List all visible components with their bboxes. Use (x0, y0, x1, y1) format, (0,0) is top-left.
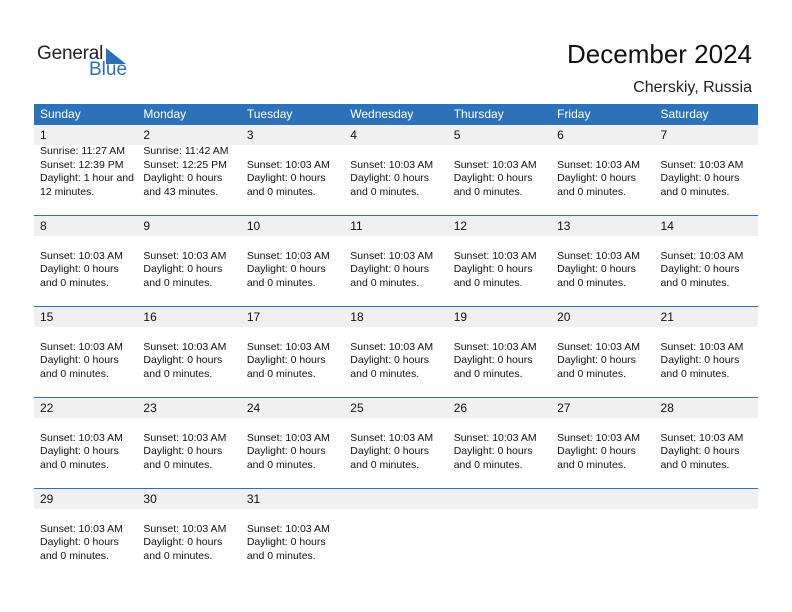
day-sun-info (557, 418, 654, 472)
sun-info-line (143, 236, 240, 250)
week-row (34, 397, 758, 488)
day-number: 23 (143, 401, 157, 415)
sun-info-line: Sunset: 10:03 AM (557, 158, 640, 171)
sun-info-line: Sunset: 10:03 AM (453, 340, 537, 353)
sun-info-line: and 0 minutes. (246, 276, 316, 289)
sun-info-line: Sunset: 12:39 PM (40, 158, 124, 171)
sun-info-line: Sunset: 10:03 AM (40, 522, 123, 535)
day-sun-info (661, 418, 758, 472)
day-number: 19 (453, 310, 468, 324)
sun-info-line: Daylight: 0 hours (453, 445, 533, 457)
sun-info-line: and 0 minutes. (660, 276, 730, 289)
day-number: 7 (660, 128, 668, 142)
sun-info-line: Sunset: 10:03 AM (143, 249, 227, 262)
day-cell (448, 489, 551, 579)
weekday-header-thursday: Thursday (453, 107, 504, 121)
sun-info-line: Daylight: 0 hours (557, 172, 636, 184)
sun-info-line: Daylight: 0 hours (40, 445, 119, 457)
day-sun-info (454, 418, 551, 472)
day-sun-info (350, 327, 447, 381)
sun-info-line: Daylight: 0 hours (246, 172, 326, 184)
day-sun-info (350, 236, 447, 290)
day-number: 30 (143, 492, 157, 506)
day-cell (344, 216, 447, 306)
day-sun-info (143, 236, 240, 290)
week-row (34, 125, 758, 215)
day-cell (448, 398, 551, 488)
sun-info-line: and 0 minutes. (246, 185, 316, 198)
day-sun-info (247, 236, 344, 290)
sun-info-line: Sunset: 10:03 AM (660, 431, 744, 444)
day-number: 11 (350, 219, 363, 233)
sun-info-line: Sunset: 12:25 PM (143, 158, 227, 171)
sun-info-line: Daylight: 0 hours (246, 354, 326, 366)
sun-info-line (350, 145, 447, 159)
day-number: 8 (40, 219, 47, 233)
sun-info-line: Sunset: 10:03 AM (246, 340, 330, 353)
day-number: 17 (246, 310, 261, 324)
sun-info-line (454, 145, 551, 159)
day-number: 28 (660, 401, 674, 415)
sun-info-line: Daylight: 0 hours (246, 536, 326, 548)
weekday-header-wednesday: Wednesday (350, 107, 414, 121)
day-number: 13 (557, 219, 571, 233)
day-cell (241, 489, 344, 579)
calendar-grid (34, 104, 758, 579)
sun-info-line: and 0 minutes. (660, 458, 730, 471)
day-sun-info (40, 145, 137, 199)
day-cell (448, 307, 551, 397)
sun-info-line: 12 minutes. (40, 185, 95, 198)
day-sun-info (40, 418, 137, 472)
day-sun-info (247, 509, 344, 563)
day-sun-info (350, 418, 447, 472)
sun-info-line: Sunset: 10:03 AM (350, 158, 434, 171)
sun-info-line: Sunset: 10:03 AM (660, 158, 744, 171)
calendar-location: Cherskiy, Russia (633, 79, 752, 96)
week-row (34, 306, 758, 397)
day-number: 27 (557, 401, 571, 415)
day-sun-info (247, 327, 344, 381)
sun-info-line: Daylight: 0 hours (143, 445, 223, 457)
day-sun-info (661, 236, 758, 290)
sun-info-line (557, 145, 654, 159)
sun-info-line: Sunset: 10:03 AM (350, 340, 434, 353)
day-number: 4 (350, 128, 357, 142)
day-cell (448, 125, 551, 215)
day-cell (34, 489, 137, 579)
sun-info-line (247, 145, 344, 159)
sun-info-line (661, 418, 758, 432)
sun-info-line: and 0 minutes. (557, 367, 626, 380)
day-cell (137, 489, 240, 579)
day-sun-info (143, 327, 240, 381)
sun-info-line: Daylight: 0 hours (143, 263, 223, 275)
sun-info-line: and 0 minutes. (350, 458, 420, 471)
sun-info-line: and 0 minutes. (246, 367, 316, 380)
sun-info-line (40, 509, 137, 523)
sun-info-line: and 0 minutes. (40, 276, 109, 289)
day-cell (655, 216, 758, 306)
sun-info-line: Sunset: 10:03 AM (246, 522, 330, 535)
day-cell (655, 125, 758, 215)
day-sun-info (557, 145, 654, 199)
sun-info-line: Sunset: 10:03 AM (660, 249, 744, 262)
day-number (557, 489, 654, 509)
sun-info-line: Daylight: 0 hours (246, 263, 326, 275)
sun-info-line: and 0 minutes. (143, 549, 213, 562)
day-cell (34, 125, 137, 215)
sun-info-line: Daylight: 1 hour and (40, 172, 134, 184)
day-number: 12 (453, 219, 468, 233)
sun-info-line: and 0 minutes. (40, 458, 109, 471)
weekday-header-saturday: Saturday (660, 107, 709, 121)
sun-info-line (454, 418, 551, 432)
sun-info-line: Daylight: 0 hours (660, 263, 740, 275)
sun-info-line: and 0 minutes. (350, 367, 420, 380)
sun-info-line: Sunset: 10:03 AM (350, 249, 434, 262)
brand-general-text: General (37, 43, 104, 64)
sun-info-line: Daylight: 0 hours (40, 354, 119, 366)
sun-info-line (247, 509, 344, 523)
day-number (661, 489, 758, 509)
sun-info-line: Sunrise: 11:27 AM (40, 145, 126, 157)
day-cell (551, 398, 654, 488)
sun-info-line: Daylight: 0 hours (350, 354, 430, 366)
day-number: 16 (143, 310, 157, 324)
day-number: 26 (453, 401, 468, 415)
day-cell (655, 307, 758, 397)
day-cell (551, 489, 654, 579)
sun-info-line (143, 509, 240, 523)
sun-info-line (350, 418, 447, 432)
sun-info-line (454, 327, 551, 341)
sun-info-line: Daylight: 0 hours (40, 263, 119, 275)
day-sun-info (454, 327, 551, 381)
day-sun-info (40, 236, 137, 290)
sun-info-line: and 0 minutes. (453, 367, 523, 380)
day-cell (344, 125, 447, 215)
day-cell (137, 216, 240, 306)
day-number: 10 (246, 219, 261, 233)
day-number: 1 (40, 128, 47, 142)
day-sun-info (143, 145, 240, 199)
day-number: 14 (660, 219, 674, 233)
sun-info-line: Daylight: 0 hours (453, 172, 533, 184)
sun-info-line: Sunset: 10:03 AM (350, 431, 434, 444)
day-sun-info (40, 327, 137, 381)
day-sun-info (247, 418, 344, 472)
week-row (34, 488, 758, 579)
sun-info-line: and 0 minutes. (453, 276, 523, 289)
sun-info-line (454, 236, 551, 250)
sun-info-line: Daylight: 0 hours (557, 354, 636, 366)
sun-info-line: Sunset: 10:03 AM (246, 158, 330, 171)
day-number: 20 (557, 310, 571, 324)
day-number: 9 (143, 219, 151, 233)
sun-info-line (661, 327, 758, 341)
day-cell (34, 216, 137, 306)
day-number: 29 (40, 492, 54, 506)
day-sun-info (454, 145, 551, 199)
sun-info-line: Daylight: 0 hours (453, 263, 533, 275)
sun-info-line: Sunset: 10:03 AM (453, 249, 537, 262)
day-number: 5 (453, 128, 461, 142)
day-number: 15 (40, 310, 54, 324)
day-number: 18 (350, 310, 364, 324)
day-cell (241, 125, 344, 215)
sun-info-line: Daylight: 0 hours (246, 445, 326, 457)
sun-info-line: and 0 minutes. (143, 458, 213, 471)
day-cell (344, 489, 447, 579)
sun-info-line: and 0 minutes. (557, 276, 626, 289)
weekday-header-row (34, 104, 758, 125)
sun-info-line: Daylight: 0 hours (660, 172, 740, 184)
sun-info-line: Sunset: 10:03 AM (40, 431, 123, 444)
sun-info-line: and 0 minutes. (557, 458, 626, 471)
sun-info-line: Sunset: 10:03 AM (143, 431, 227, 444)
sun-info-line: Sunset: 10:03 AM (557, 431, 640, 444)
day-sun-info (350, 145, 447, 199)
sun-info-line: Sunset: 10:03 AM (557, 340, 640, 353)
sun-info-line: and 0 minutes. (660, 367, 730, 380)
sun-info-line: and 0 minutes. (246, 549, 316, 562)
day-sun-info (661, 327, 758, 381)
sun-info-line: and 0 minutes. (143, 276, 213, 289)
day-sun-info (454, 236, 551, 290)
day-sun-info (661, 145, 758, 199)
sun-info-line: Daylight: 0 hours (350, 263, 430, 275)
sun-info-line: Sunset: 10:03 AM (143, 522, 227, 535)
sun-info-line: Sunset: 10:03 AM (557, 249, 640, 262)
day-cell (551, 125, 654, 215)
day-number: 31 (246, 492, 261, 506)
sun-info-line: Sunset: 10:03 AM (246, 431, 330, 444)
day-number: 21 (660, 310, 674, 324)
sun-info-line (350, 327, 447, 341)
sun-info-line: and 0 minutes. (350, 276, 420, 289)
day-number (350, 489, 447, 509)
sun-info-line (40, 418, 137, 432)
sun-info-line (40, 236, 137, 250)
sun-info-line: Sunset: 10:03 AM (246, 249, 330, 262)
sun-info-line (40, 327, 137, 341)
day-number: 25 (350, 401, 364, 415)
sun-info-line: Daylight: 0 hours (453, 354, 533, 366)
sun-info-line: Sunset: 10:03 AM (453, 431, 537, 444)
sun-info-line: Sunset: 10:03 AM (40, 249, 123, 262)
day-sun-info (40, 509, 137, 563)
day-cell (655, 489, 758, 579)
day-number: 3 (246, 128, 254, 142)
brand-logo (37, 44, 137, 80)
day-sun-info (557, 327, 654, 381)
weekday-header-tuesday: Tuesday (246, 107, 293, 121)
sun-info-line: and 0 minutes. (246, 458, 316, 471)
day-cell (551, 307, 654, 397)
day-cell (137, 125, 240, 215)
sun-info-line: and 0 minutes. (557, 185, 626, 198)
sun-info-line: Sunrise: 11:42 AM (143, 145, 229, 157)
sun-info-line: and 0 minutes. (453, 458, 523, 471)
sun-info-line: Daylight: 0 hours (660, 445, 740, 457)
sun-info-line (661, 145, 758, 159)
sun-info-line: and 0 minutes. (143, 367, 213, 380)
sun-info-line (143, 418, 240, 432)
day-cell (34, 398, 137, 488)
sun-info-line: Daylight: 0 hours (350, 445, 430, 457)
sun-info-line (247, 236, 344, 250)
sun-info-line: Daylight: 0 hours (143, 354, 223, 366)
sun-info-line (661, 236, 758, 250)
day-sun-info (557, 236, 654, 290)
weekday-header-friday: Friday (557, 107, 591, 121)
sun-info-line: and 43 minutes. (143, 185, 219, 198)
sun-info-line: and 0 minutes. (453, 185, 523, 198)
sun-info-line (557, 236, 654, 250)
sun-info-line: Daylight: 0 hours (660, 354, 740, 366)
day-number: 22 (40, 401, 54, 415)
day-cell (344, 398, 447, 488)
day-cell (241, 216, 344, 306)
sun-info-line (143, 327, 240, 341)
day-cell (137, 307, 240, 397)
day-cell (655, 398, 758, 488)
week-row (34, 215, 758, 306)
sun-info-line: Sunset: 10:03 AM (453, 158, 537, 171)
sun-info-line: Daylight: 0 hours (557, 263, 636, 275)
sun-info-line: and 0 minutes. (350, 185, 420, 198)
sun-info-line (247, 418, 344, 432)
day-number: 24 (246, 401, 261, 415)
sun-info-line (557, 418, 654, 432)
sun-info-line: and 0 minutes. (40, 367, 109, 380)
day-cell (241, 398, 344, 488)
sun-info-line: and 0 minutes. (40, 549, 109, 562)
calendar-title: December 2024 (567, 39, 752, 69)
weekday-header-monday: Monday (143, 107, 187, 121)
sun-info-line: Daylight: 0 hours (557, 445, 636, 457)
day-cell (34, 307, 137, 397)
day-number (454, 489, 551, 509)
sun-info-line: Sunset: 10:03 AM (40, 340, 123, 353)
brand-blue-text: Blue (89, 59, 128, 80)
day-sun-info (143, 418, 240, 472)
sun-info-line (247, 327, 344, 341)
day-cell (551, 216, 654, 306)
day-cell (448, 216, 551, 306)
day-cell (241, 307, 344, 397)
sun-info-line: Daylight: 0 hours (350, 172, 430, 184)
day-number: 6 (557, 128, 564, 142)
sun-info-line: Daylight: 0 hours (40, 536, 119, 548)
sun-info-line: Sunset: 10:03 AM (660, 340, 744, 353)
weekday-header-sunday: Sunday (40, 107, 81, 121)
sun-info-line: Sunset: 10:03 AM (143, 340, 227, 353)
sun-info-line (350, 236, 447, 250)
calendar-weeks (34, 125, 758, 579)
day-cell (344, 307, 447, 397)
sun-info-line: and 0 minutes. (660, 185, 730, 198)
sun-info-line (557, 327, 654, 341)
sun-info-line: Daylight: 0 hours (143, 536, 223, 548)
day-sun-info (247, 145, 344, 199)
day-cell (137, 398, 240, 488)
day-number: 2 (143, 128, 151, 142)
sun-info-line: Daylight: 0 hours (143, 172, 223, 184)
day-sun-info (143, 509, 240, 563)
